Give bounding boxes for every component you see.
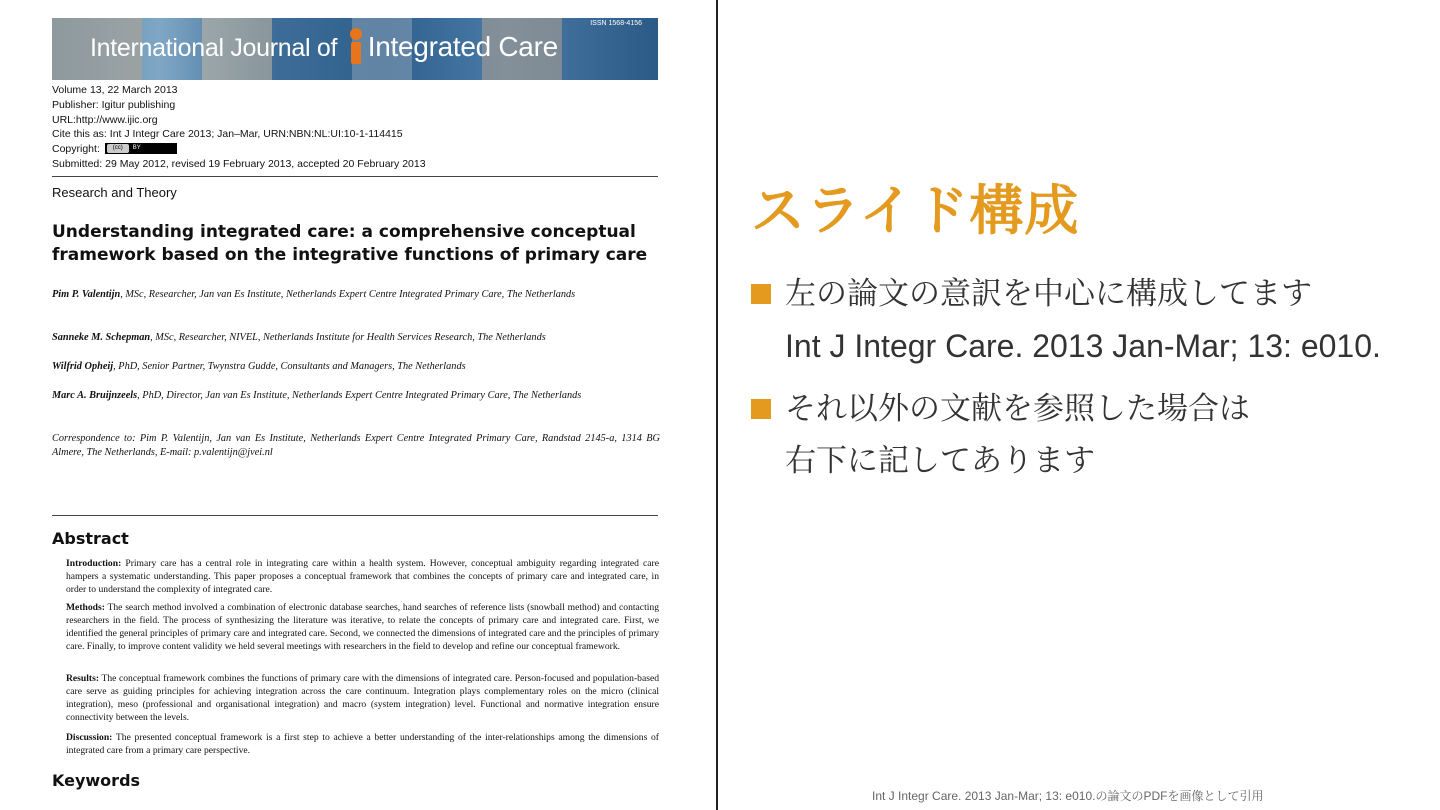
url-line: URL:http://www.ijic.org xyxy=(52,113,158,126)
author-entry xyxy=(52,331,660,345)
abstract-label: Introduction: xyxy=(66,558,122,569)
paper-title: Understanding integrated care: a comprehensive conceptual framework based on the integrative functions of primary care xyxy=(52,222,648,265)
keywords-heading: Keywords xyxy=(52,771,141,790)
bullet-reference: Int J Integr Care. 2013 Jan-Mar; 13: e010. xyxy=(785,328,1381,364)
paper-page-image xyxy=(0,0,718,810)
journal-banner xyxy=(52,18,658,80)
divider xyxy=(52,515,658,516)
abstract-discussion xyxy=(66,731,659,757)
author-name: Marc A. Bruijnzeels xyxy=(52,390,138,401)
bullet-text: 左の論文の意訳を中心に構成してます xyxy=(785,276,1312,312)
abstract-label: Methods: xyxy=(66,602,105,613)
source-citation: Int J Integr Care. 2013 Jan-Mar; 13: e010.の論文のPDFを画像として引用 xyxy=(872,789,1264,803)
copyright-line xyxy=(52,142,426,157)
abstract-methods xyxy=(66,601,659,653)
abstract-introduction xyxy=(66,557,659,596)
cc-icon: (cc) xyxy=(107,144,129,153)
bullet-item xyxy=(751,383,1431,487)
abstract-heading: Abstract xyxy=(52,529,129,548)
author-name: Wilfrid Opheij xyxy=(52,361,114,372)
journal-logo-icon xyxy=(347,28,365,64)
section-type: Research and Theory xyxy=(52,185,177,200)
bullet-text: それ以外の文献を参照した場合は xyxy=(785,391,1250,427)
correspondence: Correspondence to: Pim P. Valentijn, Jan van Es Institute, Netherlands Expert Centre Integrated Primary Care, Randstad 2145-a, 1314 BG Almere, The Netherlands, E-mail: p.valentijn@jvei.nl xyxy=(52,433,660,458)
bullet-text-line2: 右下に記してあります xyxy=(785,443,1095,479)
publisher-line: Publisher: Igitur publishing xyxy=(52,98,176,111)
copyright-label: Copyright: xyxy=(52,143,100,156)
submitted-line: Submitted: 29 May 2012, revised 19 February 2013, accepted 20 February 2013 xyxy=(52,157,426,170)
author-name: Pim P. Valentijn xyxy=(52,289,121,300)
author-affiliation: , MSc, Researcher, Jan van Es Institute, Netherlands Expert Centre Integrated Primary Care, The Netherlands xyxy=(120,289,576,300)
abstract-text: The conceptual framework combines the functions of primary care with the dimensions of integrated care. Person-focused and population-based care serve as guiding principles for achieving integration across the care continuum. Integration plays complementary roles on the micro (clinical integration), meso (professional and organisational integration) and macro (system integration) level. Functional and normative integration ensure connectivity between the levels. xyxy=(66,673,659,724)
journal-name-part1: International Journal of xyxy=(90,34,338,62)
bullet-item xyxy=(751,268,1431,372)
abstract-text: Primary care has a central role in integrating care within a health system. However, conceptual ambiguity regarding integrated care hampers a systematic understanding. This paper proposes a conceptual framework that combines the concepts of primary care and integrated care, in order to understand the complexity of integrated care. xyxy=(66,558,659,596)
bullet-square-icon xyxy=(751,399,771,419)
author-entry xyxy=(52,360,660,374)
journal-title xyxy=(90,28,558,64)
author-entry xyxy=(52,288,660,302)
abstract-text: The presented conceptual framework is a first step to achieve a better understanding of the inter-relationships among the dimensions of integrated care from a primary care perspective. xyxy=(66,732,659,757)
article-meta xyxy=(52,83,426,172)
cite-line: Cite this as: Int J Integr Care 2013; Jan–Mar, URN:NBN:NL:UI:10-1-114415 xyxy=(52,128,403,141)
journal-name-part2: Integrated Care xyxy=(367,31,558,62)
issn-label: ISSN 1568-4156 xyxy=(590,20,642,27)
volume-line: Volume 13, 22 March 2013 xyxy=(52,84,178,96)
abstract-results xyxy=(66,672,659,724)
author-name: Sanneke M. Schepman xyxy=(52,332,151,343)
cc-by-label: BY xyxy=(132,145,141,152)
abstract-label: Discussion: xyxy=(66,732,113,743)
slide-title: スライド構成 xyxy=(751,179,1080,242)
author-entry xyxy=(52,389,660,403)
author-affiliation: , PhD, Director, Jan van Es Institute, Netherlands Expert Centre Integrated Primary Care, The Netherlands xyxy=(137,390,582,401)
divider xyxy=(52,176,658,177)
cc-license-badge xyxy=(105,143,177,154)
bullet-square-icon xyxy=(751,284,771,304)
author-affiliation: , PhD, Senior Partner, Twynstra Gudde, Consultants and Managers, The Netherlands xyxy=(113,361,466,372)
author-affiliation: , MSc, Researcher, NIVEL, Netherlands Institute for Health Services Research, The Netherlands xyxy=(150,332,546,343)
abstract-label: Results: xyxy=(66,673,100,684)
abstract-text: The search method involved a combination of electronic database searches, hand searches of reference lists (snowball method) and contacting researchers in the field. The process of synthesizing the literature was iterative, to relate the concepts of primary care and integrated care. First, we identified the general principles of primary care and integrated care. Second, we connected the dimensions of integrated care and the principles of primary care. Finally, to improve content validity we held several meetings with researchers in the field to develop and refine our conceptual framework. xyxy=(66,602,659,653)
